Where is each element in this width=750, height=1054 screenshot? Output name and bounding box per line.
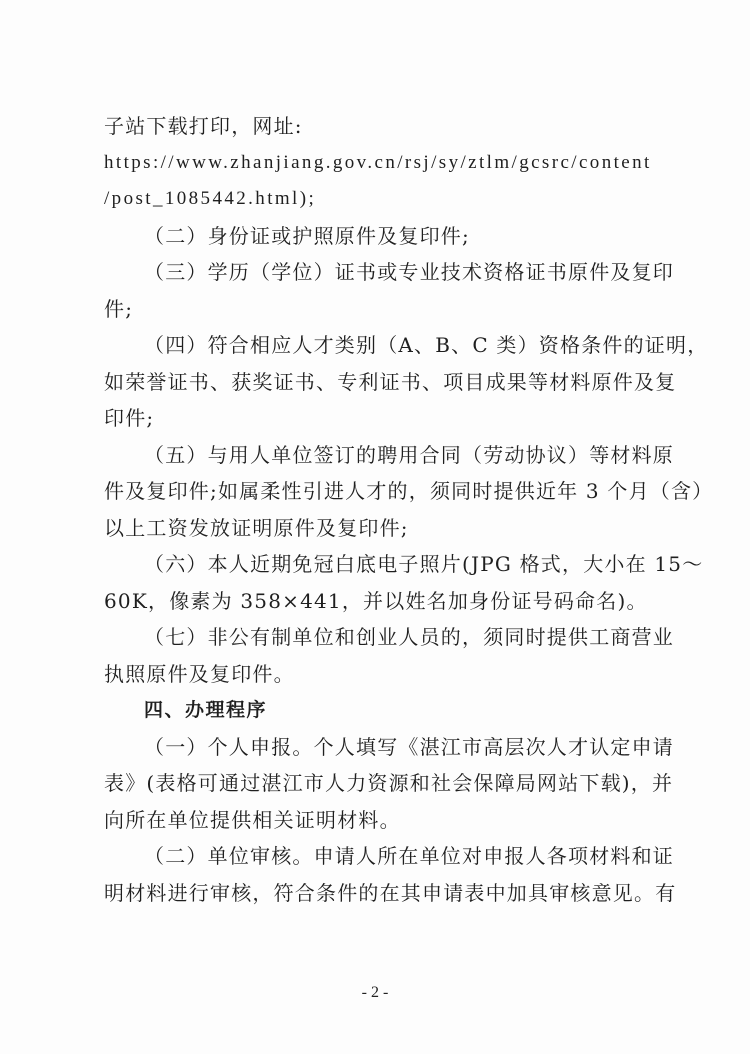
text-line: 件及复印件;如属柔性引进人才的，须同时提供近年 3 个月（含） [104,479,714,503]
list-item-3: （三）学历（学位）证书或专业技术资格证书原件及复印 [144,260,674,284]
url-line: https://www.zhanjiang.gov.cn/rsj/sy/ztlm/gcsrc/content [104,151,652,173]
text-line: 表》(表格可通过湛江市人力资源和社会保障局网站下载)，并 [104,771,674,795]
text-line: 子站下载打印，网址: [104,114,303,138]
list-item-6: （六）本人近期免冠白底电子照片(JPG 格式，大小在 15～ [144,552,704,576]
text-line: 60K，像素为 358×441，并以姓名加身份证号码命名)。 [104,588,648,613]
text-line: 件; [104,296,134,321]
list-item-2: （二）身份证或护照原件及复印件; [144,223,470,248]
list-item-7: （七）非公有制单位和创业人员的，须同时提供工商营业 [144,625,674,649]
text-line: 向所在单位提供相关证明材料。 [104,807,401,832]
procedure-step-2: （二）单位审核。申请人所在单位对申报人各项材料和证 [144,844,674,868]
procedure-step-1: （一）个人申报。个人填写《湛江市高层次人才认定申请 [144,734,674,759]
section-heading: 四、办理程序 [144,699,268,721]
list-item-4: （四）符合相应人才类别（A、B、C 类）资格条件的证明， [144,333,709,357]
text-line: 印件; [104,406,155,430]
body-text [104,108,714,911]
list-item-5: （五）与用人单位签订的聘用合同（劳动协议）等材料原 [144,442,674,467]
text-line: 执照原件及复印件。 [104,661,295,686]
url-line: /post_1085442.html); [104,188,317,209]
text-line: 以上工资发放证明原件及复印件; [104,515,409,540]
text-line: 明材料进行审核，符合条件的在其申请表中加具审核意见。有 [104,880,677,905]
page-number: - 2 - [361,984,389,1001]
text-line: 如荣誉证书、获奖证书、专利证书、项目成果等材料原件及复 [104,369,677,394]
